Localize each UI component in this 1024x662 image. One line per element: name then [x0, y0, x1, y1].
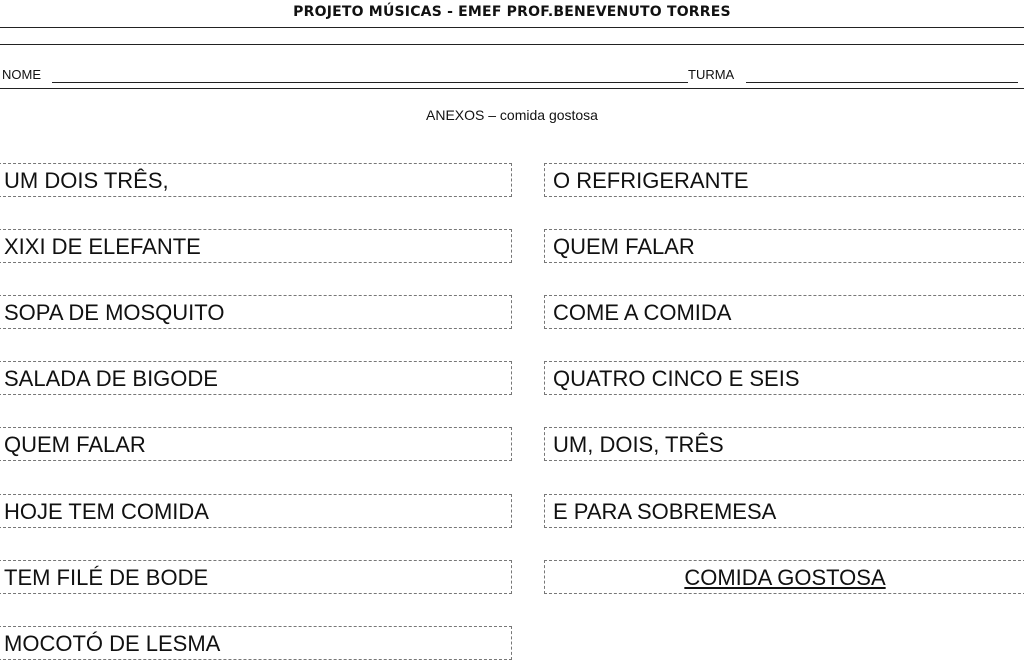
lyric-strip: HOJE TEM COMIDA	[0, 494, 512, 528]
name-label: NOME	[2, 67, 41, 82]
student-info-row	[2, 67, 1022, 87]
lyric-strip: QUEM FALAR	[544, 229, 1024, 263]
class-label: TURMA	[688, 67, 735, 82]
section-subtitle: ANEXOS – comida gostosa	[426, 107, 598, 123]
lyric-strip: XIXI DE ELEFANTE	[0, 229, 512, 263]
lyric-strip: QUEM FALAR	[0, 427, 512, 461]
lyric-strip: SOPA DE MOSQUITO	[0, 295, 512, 329]
lyric-strip: QUATRO CINCO E SEIS	[544, 361, 1024, 395]
name-field-line	[52, 82, 688, 83]
header-rule-top	[0, 27, 1024, 28]
header-rule-bottom	[0, 44, 1024, 45]
class-field-line	[746, 82, 1018, 83]
document-title: PROJETO MÚSICAS - EMEF PROF.BENEVENUTO TORRES	[293, 4, 731, 20]
lyric-strip: MOCOTÓ DE LESMA	[0, 626, 512, 660]
form-rule	[0, 88, 1024, 89]
lyric-strip: TEM FILÉ DE BODE	[0, 560, 512, 594]
lyric-strip: SALADA DE BIGODE	[0, 361, 512, 395]
lyric-strip: O REFRIGERANTE	[544, 163, 1024, 197]
lyric-strip: E PARA SOBREMESA	[544, 494, 1024, 528]
lyric-strip: COME A COMIDA	[544, 295, 1024, 329]
lyric-strip: UM DOIS TRÊS,	[0, 163, 512, 197]
lyric-strip: UM, DOIS, TRÊS	[544, 427, 1024, 461]
song-title-strip	[544, 560, 1024, 594]
song-title-text: COMIDA GOSTOSA	[684, 565, 886, 590]
